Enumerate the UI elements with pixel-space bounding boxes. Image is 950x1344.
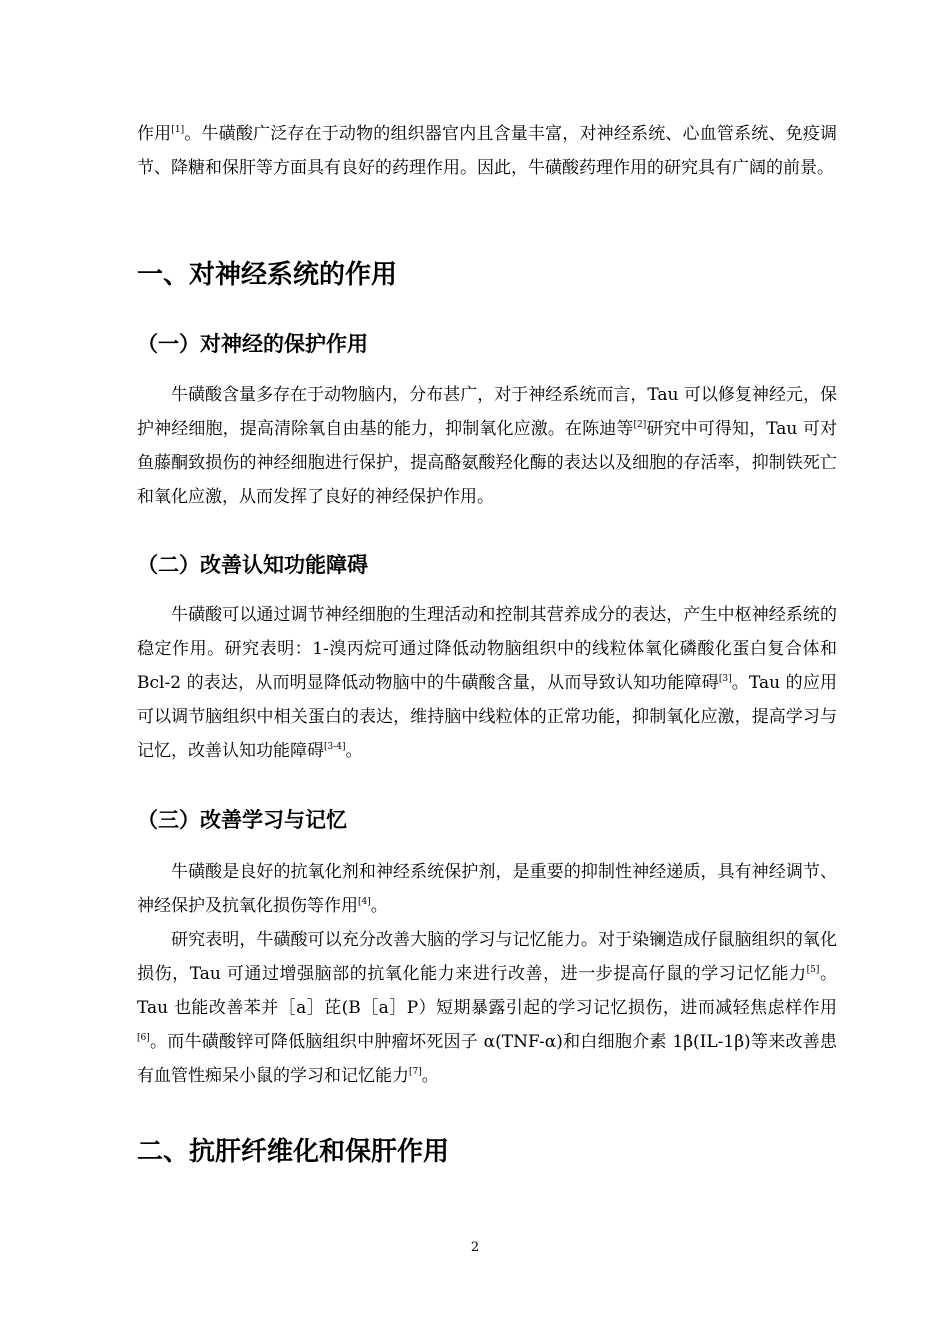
subsection-3-paragraph-1 [137,855,837,923]
body-text: 。 [345,741,363,761]
body-text: 。Tau 的应用可以调节脑组织中相关蛋白的表达，维持脑中线粒体的正常功能，抑制氧化应激，提高学习与记忆，改善认知功能障碍 [137,673,837,761]
section-heading-2: 二、抗肝纤维化和保肝作用 [137,1137,450,1167]
subsection-3-paragraph-2 [137,923,837,1093]
citation-ref: [6] [137,1033,150,1043]
body-text: 。 [421,1066,439,1086]
body-text: 。 [370,896,388,916]
intro-text: 。牛磺酸广泛存在于动物的组织器官内且含量丰富，对神经系统、心血管系统、免疫调节、降糖和保肝等方面具有良好的药理作用。因此，牛磺酸药理作用的研究具有广阔的前景。 [137,124,838,178]
citation-ref: [4] [358,897,371,907]
body-text: 牛磺酸可以通过调节神经细胞的生理活动和控制其营养成分的表达，产生中枢神经系统的稳定作用。研究表明：1-溴丙烷可通过降低动物脑组织中的线粒体氧化磷酸化蛋白复合体和 Bcl-2 的表达，从而明显降低动物脑中的牛磺酸含量，从而导致认知功能障碍 [137,605,837,693]
citation-ref: [1] [171,125,185,135]
citation-ref: [7] [409,1067,422,1077]
citation-ref: [3-4] [324,742,346,752]
citation-ref: [5] [806,965,820,975]
subsection-1-paragraph [137,378,837,514]
subsection-heading-2: （二）改善认知功能障碍 [137,553,368,577]
body-text: 研究表明，牛磺酸可以充分改善大脑的学习与记忆能力。对于染镧造成仔鼠脑组织的氧化损伤，Tau 可通过增强脑部的抗氧化能力来进行改善，进一步提高仔鼠的学习记忆能力 [137,930,837,984]
body-text: 牛磺酸含量多存在于动物脑内，分布甚广，对于神经系统而言，Tau 可以修复神经元，保护神经细胞，提高清除氧自由基的能力，抑制氧化应激。在陈迪等 [137,385,837,439]
citation-ref: [3] [718,674,732,684]
intro-paragraph [137,117,837,185]
body-text: 研究中可得知，Tau 可对鱼藤酮致损伤的神经细胞进行保护，提高酪氨酸羟化酶的表达以及细胞的存活率，抑制铁死亡和氧化应激，从而发挥了良好的神经保护作用。 [137,419,838,507]
subsection-heading-3: （三）改善学习与记忆 [137,808,347,832]
subsection-heading-1: （一）对神经的保护作用 [137,332,368,356]
body-text: 。而牛磺酸锌可降低脑组织中肿瘤坏死因子 α(TNF-α)和白细胞介素 1β(IL-1β)等来改善患有血管性痴呆小鼠的学习和记忆能力 [137,1032,837,1086]
body-text: 牛磺酸是良好的抗氧化剂和神经系统保护剂，是重要的抑制性神经递质，具有神经调节、神经保护及抗氧化损伤等作用 [137,862,837,916]
intro-text: 作用 [137,124,172,144]
subsection-2-paragraph [137,598,837,768]
section-heading-1: 一、对神经系统的作用 [137,260,398,290]
body-text: 。Tau 也能改善苯并［a］芘(B［a］P）短期暴露引起的学习记忆损伤，进而减轻焦虑样作用 [137,964,837,1018]
page-number: 2 [470,1240,480,1255]
citation-ref: [2] [633,420,647,430]
